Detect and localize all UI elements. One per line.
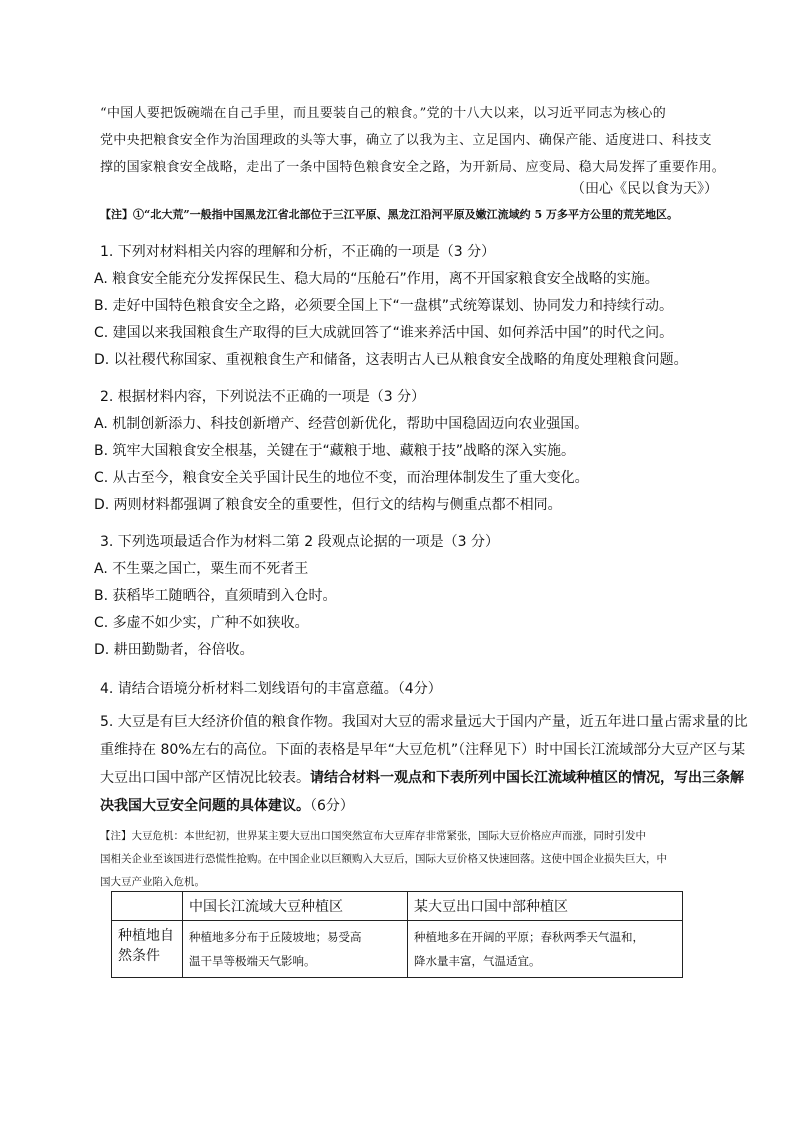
question-5-instruction: 请结合材料一观点和下表所列中国长江流域种植区的情况，写出三条解	[310, 770, 744, 786]
table-header-foreign: 某大豆出口国中部种植区	[408, 892, 683, 921]
passage-line-1: “中国人要把饭碗端在自己手里，而且要装自己的粮食。”党的十八大以来，以习近平同志为核心的	[100, 106, 666, 121]
china-cell-line-1: 种植地多分布于丘陵坡地；易受高	[189, 930, 362, 944]
china-cell-line-2: 温干旱等极端天气影响。	[189, 954, 316, 968]
question-5-line-3-text: 大豆出口国中部产区情况比较表。	[100, 770, 310, 786]
passage-source: （田心《民以食为天》）	[571, 181, 718, 197]
note-line-2: 国相关企业至该国进行恐慌性抢购。在中国企业以巨额购入大豆后，国际大豆价格又快速回落。这使中国企业损失巨大，中	[100, 853, 667, 865]
table-header-china: 中国长江流域大豆种植区	[183, 892, 408, 921]
question-3-option-d: D. 耕田勤勚者，谷倍收。	[94, 642, 254, 658]
question-5-line-1: 5. 大豆是有巨大经济价值的粮食作物。我国对大豆的需求量远大于国内产量，近五年进口量占需求量的比	[100, 714, 748, 730]
table-header-row	[112, 892, 683, 921]
question-5-line-2: 重维持在 80%左右的高位。下面的表格是早年“大豆危机”（注释见下）时中国长江流域部分大豆产区与某	[100, 742, 746, 758]
passage-line-2: 党中央把粮食安全作为治国理政的头等大事，确立了以我为主、立足国内、确保产能、适度进口、科技支	[100, 133, 712, 148]
question-2-option-a: A. 机制创新添力、科技创新增产、经营创新优化，帮助中国稳固迈向农业强国。	[94, 416, 589, 432]
question-4-stem: 4. 请结合语境分析材料二划线语句的丰富意蕴。（4分）	[100, 681, 442, 697]
row-label-line-1: 种植地自	[118, 928, 174, 944]
table-cell-foreign	[408, 921, 683, 978]
note-line-1: 【注】大豆危机：本世纪初，世界某主要大豆出口国突然宣布大豆库存非常紧张，国际大豆价格应声而涨，同时引发中	[100, 830, 646, 842]
question-2-option-d: D. 两则材料都强调了粮食安全的重要性，但行文的结构与侧重点都不相同。	[94, 497, 562, 513]
soybean-crisis-note	[100, 825, 710, 894]
question-2-option-b: B. 筑牢大国粮食安全根基，关键在于“藏粮于地、藏粮于技”战略的深入实施。	[94, 443, 576, 459]
question-5-line-4	[100, 792, 710, 820]
question-3-stem: 3. 下列选项最适合作为材料二第 2 段观点论据的一项是（3 分）	[100, 534, 499, 550]
question-2-option-c: C. 从古至今，粮食安全关乎国计民生的地位不变，而治理体制发生了重大变化。	[94, 470, 589, 486]
table-cell-china	[183, 921, 408, 978]
foreign-cell-line-2: 降水量丰富，气温适宜。	[414, 954, 541, 968]
question-3-option-c: C. 多虚不如少实，广种不如狭收。	[94, 615, 309, 631]
table-header-empty	[112, 892, 183, 921]
question-1-option-a: A. 粮食安全能充分发挥保民生、稳大局的“压舱石”作用，离不开国家粮食安全战略的实施。	[94, 271, 659, 287]
row-label-line-2: 然条件	[118, 948, 160, 964]
question-1-stem: 1. 下列对材料相关内容的理解和分析，不正确的一项是（3 分）	[100, 244, 496, 260]
foreign-cell-line-1: 种植地多在开阔的平原；春秋两季天气温和，	[414, 930, 644, 944]
passage-line-3: 撑的国家粮食安全战略，走出了一条中国特色粮食安全之路，为开新局、应变局、稳大局发挥了重要作用。	[100, 160, 726, 175]
passage-note: 【注】①“北大荒”一般指中国黑龙江省北部位于三江平原、黑龙江沿河平原及嫩江流域约 5 万多平方公里的荒芜地区。	[100, 208, 678, 221]
question-2-stem: 2. 根据材料内容，下列说法不正确的一项是（3 分）	[100, 389, 426, 405]
question-1-option-c: C. 建国以来我国粮食生产取得的巨大成就回答了“谁来养活中国、如何养活中国”的时代之问。	[94, 325, 674, 341]
comparison-table	[111, 891, 683, 978]
question-1-option-b: B. 走好中国特色粮食安全之路，必须要全国上下“一盘棋”式统筹谋划、协同发力和持续行动。	[94, 298, 674, 314]
question-5-instruction-cont: 决我国大豆安全问题的具体建议。	[100, 798, 310, 814]
table-row-label	[112, 921, 183, 978]
question-3-option-b: B. 获稻毕工随晒谷，直须晴到入仓时。	[94, 588, 337, 604]
question-1-option-d: D. 以社稷代称国家、重视粮食生产和储备，这表明古人已从粮食安全战略的角度处理粮食问题。	[94, 352, 688, 368]
question-5-stem	[100, 708, 748, 820]
question-5-line-3	[100, 764, 744, 792]
question-3-option-a: A. 不生粟之国亡，粟生而不死者王	[94, 561, 309, 577]
question-5-points: （6分）	[310, 798, 354, 814]
note-line-3: 国大豆产业陷入危机。	[100, 876, 205, 888]
table-row	[112, 921, 683, 978]
